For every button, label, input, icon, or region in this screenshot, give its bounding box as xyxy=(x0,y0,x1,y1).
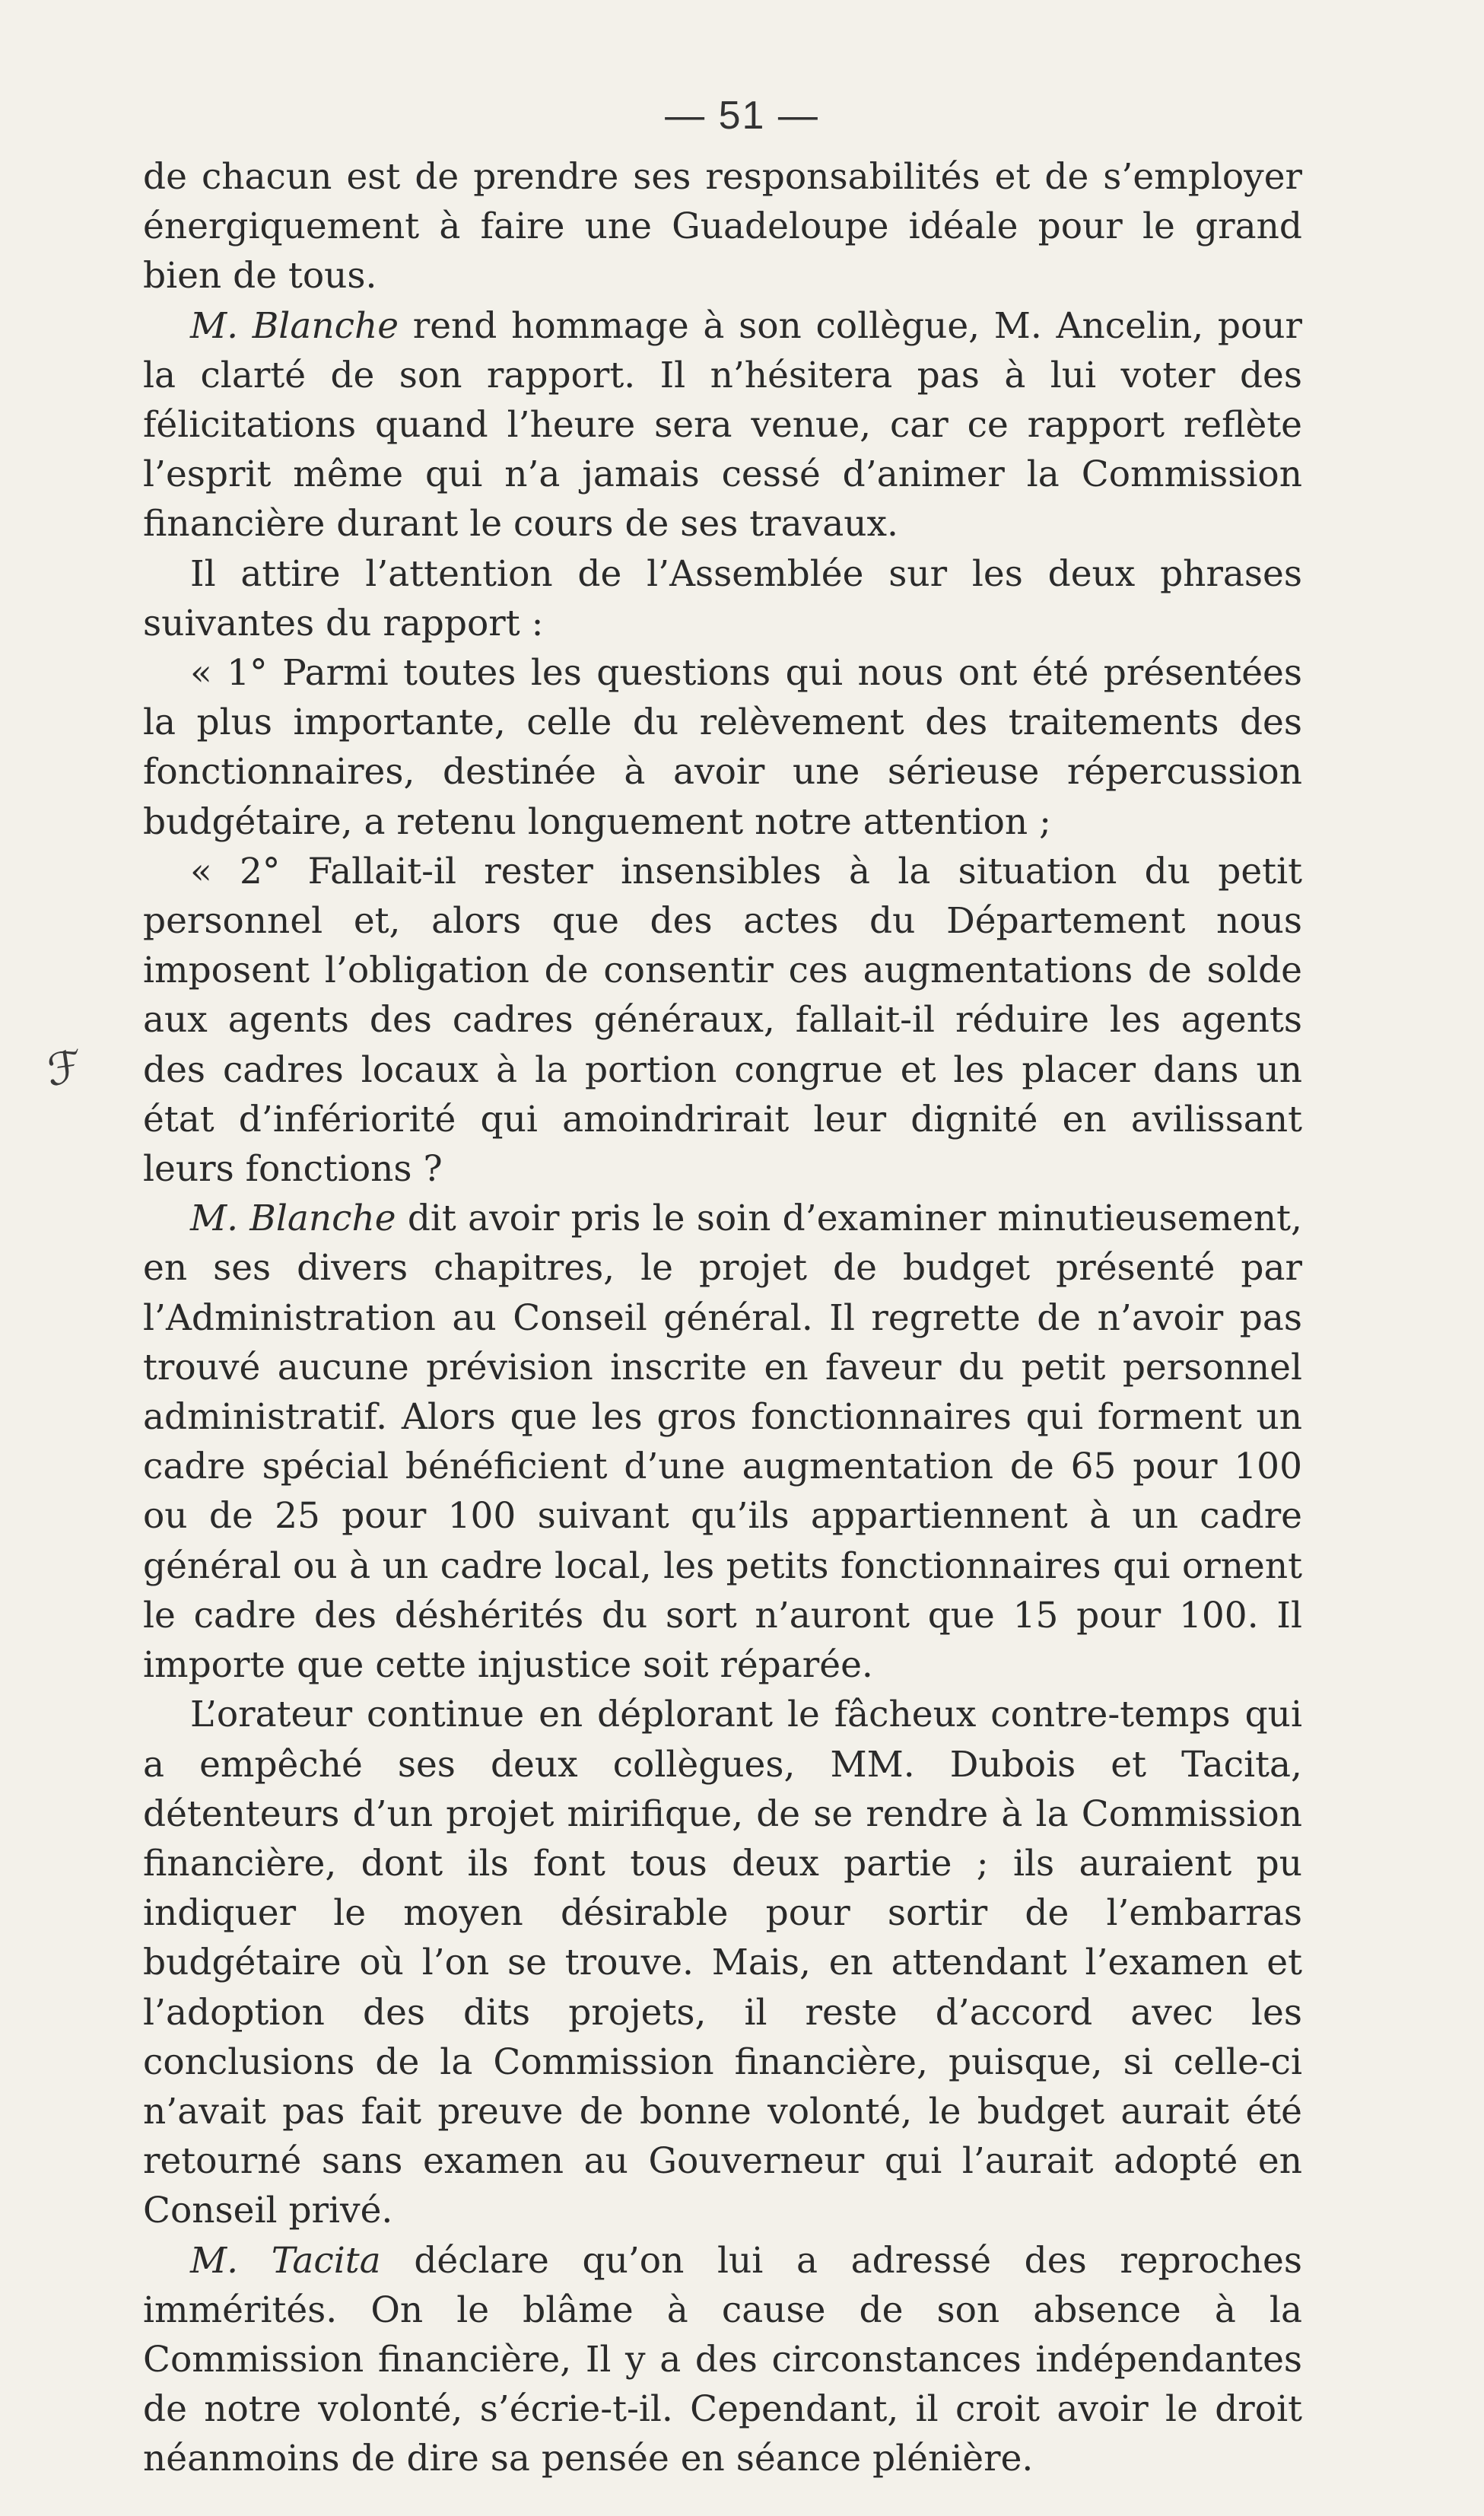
speaker-name: M. Tacita xyxy=(190,2239,381,2282)
margin-annotation: ℱ xyxy=(43,1040,86,1096)
paragraph-2 xyxy=(143,301,1302,549)
paragraph-text: de chacun est de prendre ses responsabilités et de s’employer énergiquement à faire une Guadeloupe idéale pour le grand bien de tous. xyxy=(143,156,1302,297)
speaker-name: M. Blanche xyxy=(190,304,399,347)
paragraph-1 xyxy=(143,152,1302,301)
paragraph-text: rend hommage à son collègue, M. Ancelin, pour la clarté de son rapport. Il n’hésitera pas à lui voter des félicitations quand l’heure sera venue, car ce rapport reflète l’esprit même qui n’a jamais cessé d’animer la Commission financière durant le cours de ses travaux. xyxy=(143,304,1302,546)
speaker-name: M. Blanche xyxy=(190,1198,396,1240)
paragraph-8 xyxy=(143,2236,1302,2484)
paragraph-4-quote xyxy=(143,648,1302,847)
paragraph-text: dit avoir pris le soin d’examiner minutieusement, en ses divers chapitres, le projet de budget présenté par l’Administration au Conseil général. Il regrette de n’avoir pas trouvé aucune prévision inscrite en faveur du petit personnel administratif. Alors que les gros fonctionnaires qui forment un cadre spécial bénéficient d’une augmentation de 65 pour 100 ou de 25 pour 100 suivant qu’ils appartiennent à un cadre général ou à un cadre local, les petits fonctionnaires qui ornent le cadre des déshérités du sort n’auront que 15 pour 100. Il importe que cette injustice soit réparée. xyxy=(143,1198,1302,1687)
paragraph-text: « 2° Fallait-il rester insensibles à la situation du petit personnel et, alors que des actes du Département nous imposent l’obligation de consentir ces augmentations de solde aux agents des cadres généraux, fallait-il réduire les agents des cadres locaux à la portion congrue et les placer dans un état d’infériorité qui amoindrirait leur dignité en avilissant leurs fonctions ? xyxy=(143,850,1302,1191)
paragraph-7 xyxy=(143,1690,1302,2235)
paragraph-text: « 1° Parmi toutes les questions qui nous ont été présentées la plus importante, celle du relèvement des traitements des fonctionnaires, destinée à avoir une sérieuse répercussion budgétaire, a retenu longuement notre attention ; xyxy=(143,652,1302,843)
paragraph-text: Il attire l’attention de l’Assemblée sur les deux phrases suivantes du rapport : xyxy=(143,552,1302,644)
paragraph-5-quote xyxy=(143,847,1302,1194)
body-text xyxy=(143,152,1302,2484)
paragraph-text: déclare qu’on lui a adressé des reproches immérités. On le blâme à cause de son absence à la Commission financière, Il y a des circonstances indépendantes de notre volonté, s’écrie-t-il. Cependant, il croit avoir le droit néanmoins de dire sa pensée en séance plénière. xyxy=(143,2239,1302,2480)
paragraph-text: L’orateur continue en déplorant le fâcheux contre-temps qui a empêché ses deux collègues, MM. Dubois et Tacita, détenteurs d’un projet mirifique, de se rendre à la Commission financière, dont ils font tous deux partie ; ils auraient pu indiquer le moyen désirable pour sortir de l’embarras budgétaire où l’on se trouve. Mais, en attendant l’examen et l’adoption des dits projets, il reste d’accord avec les conclusions de la Commission financière, puisque, si celle-ci n’avait pas fait preuve de bonne volonté, le budget aurait été retourné sans examen au Gouverneur qui l’aurait adopté en Conseil privé. xyxy=(143,1694,1302,2232)
paragraph-6 xyxy=(143,1194,1302,1690)
page-number: — 51 — xyxy=(665,94,819,138)
paragraph-3 xyxy=(143,549,1302,648)
